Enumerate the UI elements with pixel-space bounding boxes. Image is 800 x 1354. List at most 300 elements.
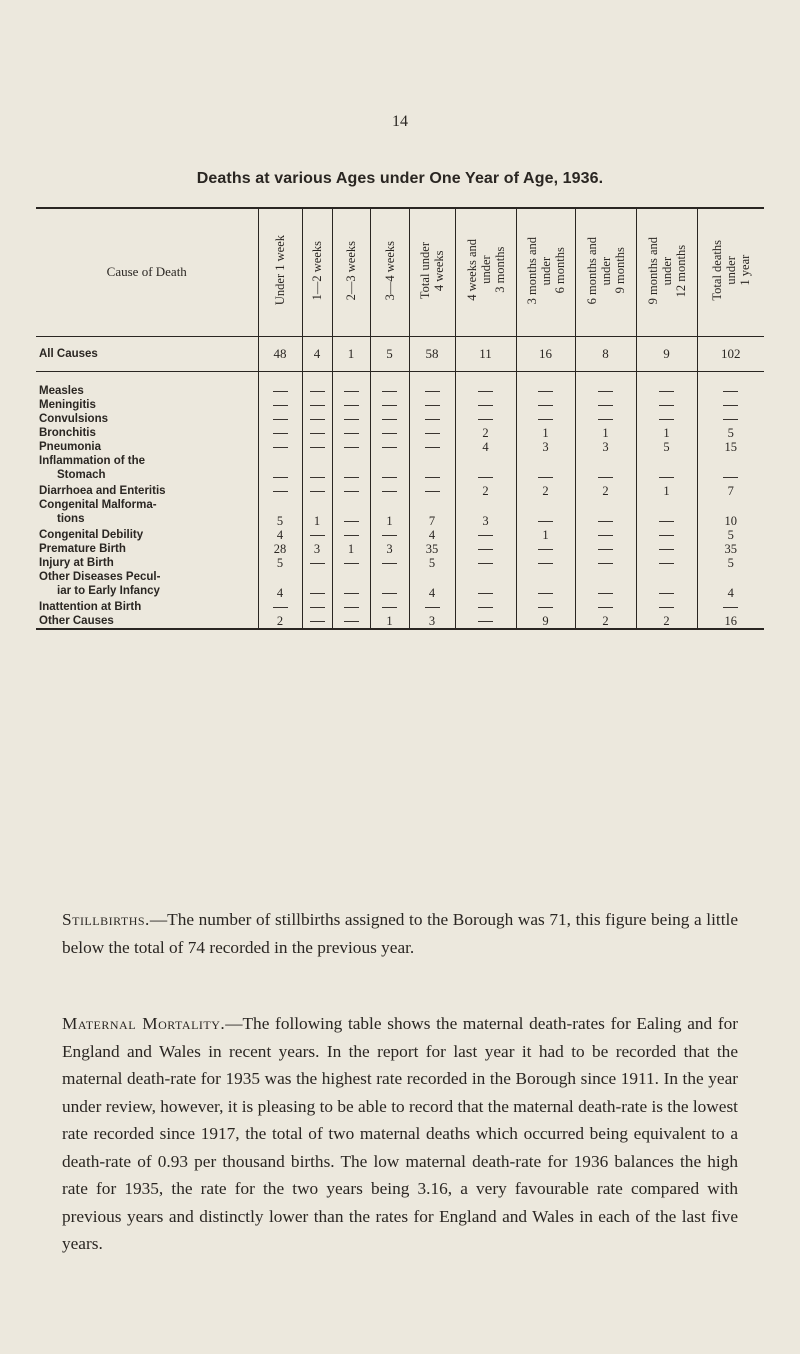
column-header-label: 9 months and under 12 months — [645, 236, 688, 304]
dash-mark — [723, 607, 738, 608]
dash-mark — [538, 419, 553, 420]
table-cell: 3 — [575, 440, 636, 454]
dash-mark — [382, 419, 397, 420]
table-cell — [302, 484, 332, 498]
table-cell: 1 — [575, 426, 636, 440]
dash-mark — [310, 405, 325, 406]
table-cell: 102 — [697, 336, 764, 371]
table-cell — [258, 412, 302, 426]
dash-mark — [425, 419, 440, 420]
table-cell — [575, 498, 636, 528]
spacer-cell — [575, 371, 636, 384]
table-cell — [302, 426, 332, 440]
dash-mark — [659, 549, 674, 550]
table-cell — [332, 600, 370, 614]
table-cell — [332, 398, 370, 412]
cause-label — [36, 426, 258, 440]
table-row — [36, 412, 764, 426]
table-cell — [636, 398, 697, 412]
table-cell — [258, 484, 302, 498]
dash-mark — [273, 433, 288, 434]
table-cell — [636, 454, 697, 484]
dash-mark — [310, 433, 325, 434]
spacer-cell — [332, 371, 370, 384]
dash-mark — [478, 549, 493, 550]
table-cell — [258, 426, 302, 440]
table-cell: 2 — [455, 426, 516, 440]
stillbirths-paragraph — [62, 906, 738, 961]
table-cell: 1 — [370, 614, 409, 629]
cause-label-text: All Causes — [39, 347, 98, 360]
table-cell: 2 — [575, 484, 636, 498]
table-cell: 1 — [332, 542, 370, 556]
dash-mark — [344, 535, 359, 536]
dash-mark — [273, 447, 288, 448]
dash-mark — [344, 621, 359, 622]
table-cell — [302, 440, 332, 454]
dash-mark — [659, 593, 674, 594]
dash-mark — [598, 593, 613, 594]
table-cell — [516, 454, 575, 484]
table-cell — [302, 384, 332, 398]
dash-mark — [425, 491, 440, 492]
table-cell: 3 — [455, 498, 516, 528]
table-cell — [636, 498, 697, 528]
table-cell — [697, 398, 764, 412]
table-cell — [516, 412, 575, 426]
cause-label-text: Injury at Birth — [39, 556, 114, 569]
dash-mark — [425, 405, 440, 406]
dash-mark — [478, 535, 493, 536]
dash-mark — [273, 419, 288, 420]
table-cell — [302, 614, 332, 629]
table-row — [36, 398, 764, 412]
dash-mark — [723, 419, 738, 420]
dash-mark — [382, 405, 397, 406]
dash-mark — [598, 477, 613, 478]
table-cell: 4 — [409, 528, 455, 542]
table-cell — [409, 398, 455, 412]
table-header-row — [36, 208, 764, 336]
table-cell: 5 — [697, 528, 764, 542]
table-cell: 16 — [516, 336, 575, 371]
dash-mark — [310, 419, 325, 420]
dash-mark — [425, 477, 440, 478]
spacer-cell — [516, 371, 575, 384]
table-row — [36, 384, 764, 398]
dash-mark — [310, 491, 325, 492]
table-cell — [332, 384, 370, 398]
dash-mark — [344, 447, 359, 448]
cause-label-continuation: iar to Early Infancy — [57, 584, 160, 597]
column-header — [697, 208, 764, 336]
table-row — [36, 600, 764, 614]
table-cell: 5 — [409, 556, 455, 570]
table-cell — [370, 484, 409, 498]
dash-mark — [478, 607, 493, 608]
maternal-mortality-heading: Maternal Mortality. — [62, 1014, 226, 1033]
table-cell — [409, 440, 455, 454]
page-number: 14 — [392, 113, 408, 130]
column-header — [409, 208, 455, 336]
table-cell: 5 — [636, 440, 697, 454]
dash-mark — [425, 433, 440, 434]
table-cell — [636, 384, 697, 398]
table-cell: 8 — [575, 336, 636, 371]
cause-label — [36, 528, 258, 542]
cause-label — [36, 336, 258, 371]
table-cell — [697, 412, 764, 426]
cause-label-text: Premature Birth — [39, 542, 126, 555]
table-cell — [575, 542, 636, 556]
dash-mark — [598, 391, 613, 392]
table-cell — [636, 600, 697, 614]
table-cell — [409, 384, 455, 398]
cause-label — [36, 484, 258, 498]
table-cell: 2 — [516, 484, 575, 498]
table-cell: 10 — [697, 498, 764, 528]
table-body — [36, 336, 764, 629]
table-cell: 1 — [636, 426, 697, 440]
dash-mark — [273, 477, 288, 478]
table-cell — [258, 440, 302, 454]
dash-mark — [382, 447, 397, 448]
spacer-cell — [455, 371, 516, 384]
dash-mark — [310, 391, 325, 392]
table-cell — [636, 570, 697, 600]
cause-label-text: Meningitis — [39, 398, 96, 411]
cause-label — [36, 570, 258, 600]
table-cell: 4 — [409, 570, 455, 600]
table-row — [36, 528, 764, 542]
table-cell — [370, 570, 409, 600]
table-cell — [258, 398, 302, 412]
table-cell — [332, 440, 370, 454]
table-cell: 58 — [409, 336, 455, 371]
dash-mark — [659, 477, 674, 478]
dash-mark — [538, 593, 553, 594]
table-cell — [697, 454, 764, 484]
table-cell — [409, 600, 455, 614]
dash-mark — [344, 521, 359, 522]
dash-mark — [344, 477, 359, 478]
table-cell: 1 — [636, 484, 697, 498]
table-row — [36, 498, 764, 528]
table-cell: 2 — [258, 614, 302, 629]
table-cell — [302, 570, 332, 600]
table-cell — [455, 384, 516, 398]
table-cell — [409, 454, 455, 484]
cause-label-text: Bronchitis — [39, 426, 96, 439]
dash-mark — [382, 477, 397, 478]
column-header-cause: Cause of Death — [36, 208, 258, 336]
table-cell — [636, 412, 697, 426]
table-cell — [370, 412, 409, 426]
dash-mark — [659, 535, 674, 536]
table-cell — [302, 556, 332, 570]
dash-mark — [598, 521, 613, 522]
cause-label-text: Congenital Debility — [39, 528, 144, 541]
table-cell — [636, 542, 697, 556]
table-cell: 15 — [697, 440, 764, 454]
table-row — [36, 542, 764, 556]
table-cell: 5 — [370, 336, 409, 371]
maternal-mortality-text: —The following table shows the maternal death-rates for Ealing and for England and Wales in recent years. In the report for last year it had to be recorded that the maternal death-rate for 1935 was the highest rate recorded in the Borough since 1911. In the year under review, however, it is pleasing to be able to record that the maternal death-rate is the lowest rate recorded since 1917, the total of two maternal deaths which occurred being equivalent to a death-rate of 0.93 per thousand births. The low maternal death-rate for 1936 balances the high rate for 1935, the rate for the two years being 3.16, a very favourable rate compared with previous years and distinctly lower than the rates for England and Wales in each of the last five years. — [62, 1014, 738, 1253]
table-cell: 7 — [409, 498, 455, 528]
table-cell — [455, 570, 516, 600]
table-row — [36, 336, 764, 371]
cause-label-text: Inflammation of the — [39, 454, 146, 467]
dash-mark — [344, 607, 359, 608]
table-cell — [370, 398, 409, 412]
cause-label-text: Diarrhoea and Enteritis — [39, 484, 166, 497]
stillbirths-text: —The number of stillbirths assigned to the Borough was 71, this figure being a little below the total of 74 recorded in the previous year. — [62, 910, 738, 957]
dash-mark — [598, 535, 613, 536]
table-cell: 4 — [697, 570, 764, 600]
dash-mark — [659, 607, 674, 608]
table-cell — [370, 440, 409, 454]
dash-mark — [538, 477, 553, 478]
dash-mark — [538, 391, 553, 392]
table-cell: 3 — [409, 614, 455, 629]
dash-mark — [273, 405, 288, 406]
dash-mark — [659, 405, 674, 406]
spacer-cell — [697, 371, 764, 384]
dash-mark — [659, 391, 674, 392]
stillbirths-heading: Stillbirths. — [62, 910, 150, 929]
dash-mark — [538, 405, 553, 406]
column-header-label: Total under 4 weeks — [418, 241, 446, 299]
table-cell: 1 — [332, 336, 370, 371]
table-cell — [636, 556, 697, 570]
table-cell — [370, 528, 409, 542]
cause-label — [36, 542, 258, 556]
table-cell — [258, 454, 302, 484]
table-cell: 2 — [636, 614, 697, 629]
dash-mark — [273, 607, 288, 608]
table-cell: 5 — [697, 426, 764, 440]
dash-mark — [478, 477, 493, 478]
column-header-label: 4 weeks and under 3 months — [464, 239, 507, 302]
dash-mark — [598, 563, 613, 564]
column-header — [455, 208, 516, 336]
dash-mark — [310, 563, 325, 564]
dash-mark — [382, 491, 397, 492]
table-cell — [575, 600, 636, 614]
table-cell: 9 — [636, 336, 697, 371]
dash-mark — [344, 405, 359, 406]
dash-mark — [382, 593, 397, 594]
table-cell — [455, 614, 516, 629]
dash-mark — [598, 549, 613, 550]
spacer-cell — [258, 371, 302, 384]
table-cell — [370, 454, 409, 484]
dash-mark — [598, 607, 613, 608]
table-cell — [258, 600, 302, 614]
dash-mark — [425, 391, 440, 392]
dash-mark — [538, 549, 553, 550]
table-cell — [575, 556, 636, 570]
dash-mark — [478, 405, 493, 406]
column-header — [258, 208, 302, 336]
table-cell — [516, 600, 575, 614]
cause-label — [36, 398, 258, 412]
dash-mark — [382, 607, 397, 608]
cause-label — [36, 440, 258, 454]
table-cell — [636, 528, 697, 542]
table-cell — [516, 570, 575, 600]
column-header-label: Under 1 week — [273, 235, 287, 306]
table-cell — [370, 600, 409, 614]
table-cell — [516, 498, 575, 528]
column-header-label: 2—3 weeks — [344, 240, 358, 300]
column-header — [575, 208, 636, 336]
dash-mark — [478, 621, 493, 622]
table-cell — [302, 528, 332, 542]
table-cell: 3 — [516, 440, 575, 454]
table-cell: 5 — [258, 556, 302, 570]
table-cell — [332, 426, 370, 440]
dash-mark — [344, 491, 359, 492]
dash-mark — [538, 563, 553, 564]
table-cell — [332, 528, 370, 542]
table-cell — [455, 454, 516, 484]
dash-mark — [478, 593, 493, 594]
table-cell — [455, 398, 516, 412]
table-cell — [332, 498, 370, 528]
table-cell: 4 — [302, 336, 332, 371]
dash-mark — [344, 433, 359, 434]
dash-mark — [659, 563, 674, 564]
table-spacer-row — [36, 371, 764, 384]
cause-label-text: Convulsions — [39, 412, 109, 425]
column-header-label: 3—4 weeks — [382, 240, 397, 300]
table-cell — [302, 454, 332, 484]
dash-mark — [310, 477, 325, 478]
cause-label-text: Other Causes — [39, 614, 114, 627]
dash-mark — [382, 391, 397, 392]
spacer-cell — [302, 371, 332, 384]
table-cell: 2 — [575, 614, 636, 629]
dash-mark — [344, 391, 359, 392]
column-header-label: Total deaths under 1 year — [709, 239, 752, 301]
table-cell: 5 — [258, 498, 302, 528]
table-cell — [516, 542, 575, 556]
cause-label — [36, 614, 258, 629]
dash-mark — [310, 593, 325, 594]
cause-label — [36, 384, 258, 398]
table-cell — [370, 556, 409, 570]
table-cell — [575, 398, 636, 412]
table-cell: 16 — [697, 614, 764, 629]
dash-mark — [310, 607, 325, 608]
cause-label-text: Measles — [39, 384, 84, 397]
dash-mark — [723, 405, 738, 406]
column-header — [302, 208, 332, 336]
table-cell — [370, 384, 409, 398]
dash-mark — [598, 419, 613, 420]
table-cell — [455, 600, 516, 614]
cause-label-continuation: tions — [57, 512, 85, 525]
deaths-table — [36, 207, 764, 630]
dash-mark — [310, 447, 325, 448]
table-cell — [409, 412, 455, 426]
spacer-cell — [636, 371, 697, 384]
table-cell — [302, 600, 332, 614]
dash-mark — [273, 391, 288, 392]
table-cell — [332, 484, 370, 498]
table-cell — [409, 426, 455, 440]
cause-label — [36, 556, 258, 570]
table-cell — [455, 412, 516, 426]
dash-mark — [310, 621, 325, 622]
table-cell: 4 — [455, 440, 516, 454]
table-row — [36, 556, 764, 570]
column-header — [332, 208, 370, 336]
table-cell: 35 — [409, 542, 455, 556]
table-cell — [332, 570, 370, 600]
cause-label — [36, 600, 258, 614]
table-cell: 9 — [516, 614, 575, 629]
table-cell — [332, 454, 370, 484]
table-row — [36, 454, 764, 484]
table-title: Deaths at various Ages under One Year of Age, 1936. — [196, 170, 604, 187]
column-header — [636, 208, 697, 336]
column-header — [516, 208, 575, 336]
table-row — [36, 614, 764, 629]
table-cell — [575, 454, 636, 484]
table-cell: 28 — [258, 542, 302, 556]
table-cell — [455, 542, 516, 556]
dash-mark — [382, 433, 397, 434]
table-cell: 7 — [697, 484, 764, 498]
table-row — [36, 440, 764, 454]
cause-label-text: Congenital Malforma- — [39, 498, 157, 511]
table-cell: 11 — [455, 336, 516, 371]
dash-mark — [382, 535, 397, 536]
table-cell — [575, 570, 636, 600]
table-cell — [697, 384, 764, 398]
dash-mark — [425, 447, 440, 448]
table-cell — [258, 384, 302, 398]
dash-mark — [382, 563, 397, 564]
table-cell: 3 — [302, 542, 332, 556]
dash-mark — [723, 391, 738, 392]
table-cell — [302, 398, 332, 412]
table-cell: 2 — [455, 484, 516, 498]
table-cell: 5 — [697, 556, 764, 570]
table-cell: 1 — [516, 528, 575, 542]
table-cell: 4 — [258, 570, 302, 600]
table-cell — [370, 426, 409, 440]
dash-mark — [310, 535, 325, 536]
dash-mark — [659, 521, 674, 522]
table-cell — [697, 600, 764, 614]
dash-mark — [598, 405, 613, 406]
spacer-cell — [370, 371, 409, 384]
table-cell: 3 — [370, 542, 409, 556]
table-cell — [409, 484, 455, 498]
cause-label-text: Pneumonia — [39, 440, 101, 453]
cause-label — [36, 498, 258, 528]
dash-mark — [659, 419, 674, 420]
table-cell: 4 — [258, 528, 302, 542]
table-cell — [575, 384, 636, 398]
table-cell: 48 — [258, 336, 302, 371]
table-cell — [332, 412, 370, 426]
table-cell: 1 — [516, 426, 575, 440]
dash-mark — [478, 563, 493, 564]
